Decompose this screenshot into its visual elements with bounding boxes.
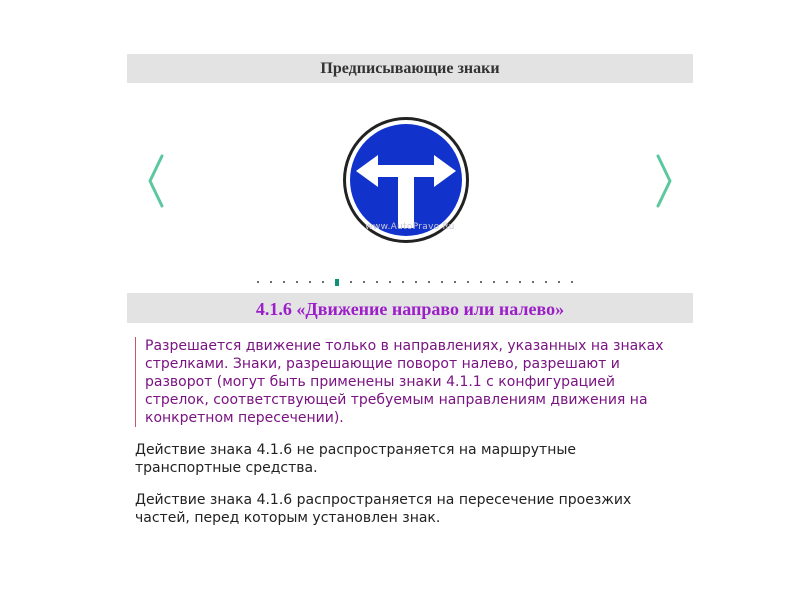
- pager-dot[interactable]: [296, 281, 298, 283]
- pager-dot[interactable]: [270, 281, 272, 283]
- sign-note-2: Действие знака 4.1.6 распространяется на пересечение проезжих частей, перед которым установлен знак.: [135, 492, 632, 526]
- pager-dot[interactable]: [493, 281, 495, 283]
- chevron-left-icon: [146, 154, 166, 208]
- carousel-prev-button[interactable]: [146, 154, 166, 208]
- pager-dot[interactable]: [309, 281, 311, 283]
- pager-dot[interactable]: [376, 281, 378, 283]
- pager-dot[interactable]: [428, 281, 430, 283]
- pager-dot[interactable]: [545, 281, 547, 283]
- carousel-next-button[interactable]: [654, 154, 674, 208]
- pager-dot[interactable]: [363, 281, 365, 283]
- pager-dot[interactable]: [571, 281, 573, 283]
- pager-dot[interactable]: [402, 281, 404, 283]
- pager-dot[interactable]: [480, 281, 482, 283]
- carousel-pager: [257, 277, 584, 287]
- image-watermark: www.AutoPravo.Ru: [365, 222, 455, 232]
- pager-dot[interactable]: [532, 281, 534, 283]
- pager-dot[interactable]: [519, 281, 521, 283]
- pager-dot[interactable]: [506, 281, 508, 283]
- pager-dot[interactable]: [454, 281, 456, 283]
- pager-dot[interactable]: [415, 281, 417, 283]
- pager-dot[interactable]: [558, 281, 560, 283]
- sign-description: Разрешается движение только в направлениях, указанных на знаках стрелками. Знаки, разрешающие поворот налево, разрешают и разворот (могут быть применены знаки 4.1.1 с конфигурацией стрелок, соответствующей требуемым направлениям движения на конкретном пересечении).: [135, 337, 675, 427]
- sign-title: 4.1.6 «Движение направо или налево»: [127, 293, 693, 323]
- chevron-right-icon: [654, 154, 674, 208]
- pager-dot[interactable]: [389, 281, 391, 283]
- pager-dot[interactable]: [467, 281, 469, 283]
- sign-note-1: Действие знака 4.1.6 не распространяется на маршрутные транспортные средства.: [135, 442, 577, 476]
- pager-dot[interactable]: [350, 281, 352, 283]
- pager-dot[interactable]: [283, 281, 285, 283]
- pager-dot-active[interactable]: [335, 279, 339, 286]
- pager-dot[interactable]: [322, 281, 324, 283]
- section-title: Предписывающие знаки: [127, 54, 693, 83]
- pager-dot[interactable]: [257, 281, 259, 283]
- pager-dot[interactable]: [441, 281, 443, 283]
